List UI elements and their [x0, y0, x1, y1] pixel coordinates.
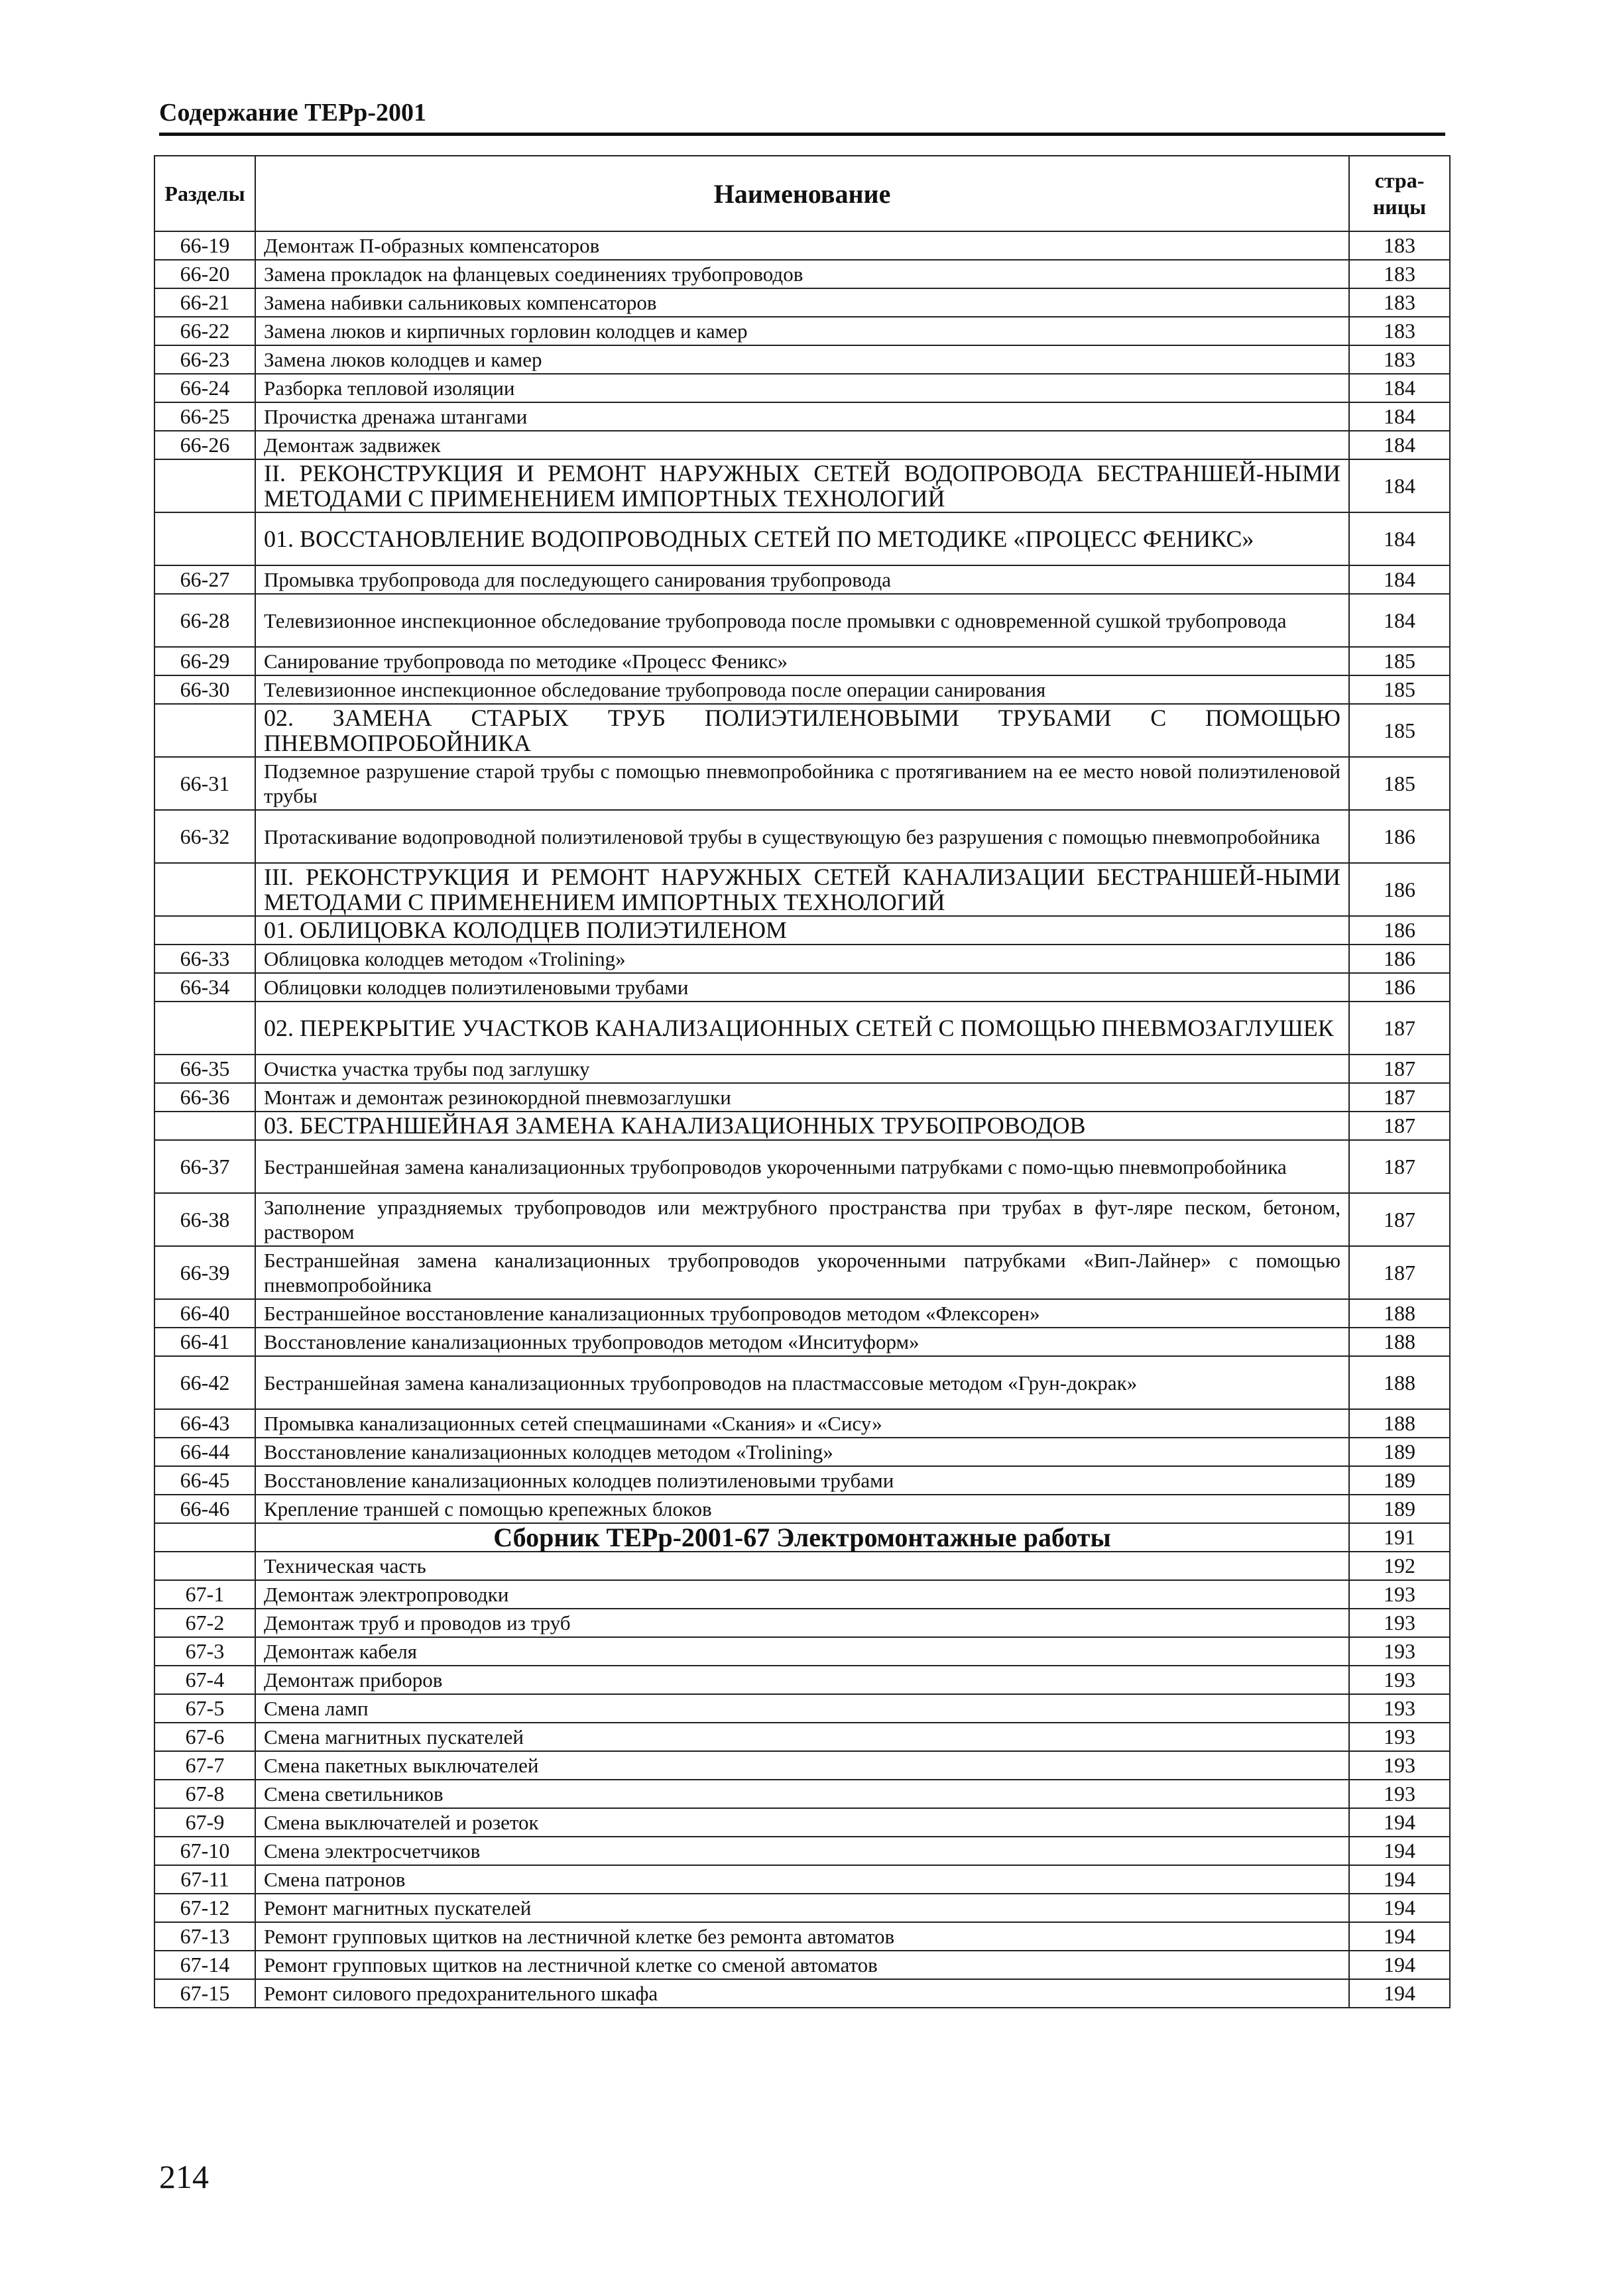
- table-row: [154, 1466, 1450, 1495]
- section-name-cell: Восстановление канализационных колодцев методом «Trolining»: [255, 1438, 1349, 1466]
- page-number-cell: 184: [1349, 512, 1450, 565]
- section-name-cell: Промывка трубопровода для последующего санирования трубопровода: [255, 565, 1349, 594]
- section-code-cell: [154, 863, 255, 916]
- section-name-cell: Смена ламп: [255, 1694, 1349, 1723]
- page-number-cell: 189: [1349, 1495, 1450, 1523]
- contents-table: [154, 155, 1451, 2008]
- section-code-cell: 66-41: [154, 1328, 255, 1356]
- section-name-cell: Техническая часть: [255, 1552, 1349, 1580]
- page-number-cell: 184: [1349, 431, 1450, 459]
- section-code-cell: 67-8: [154, 1780, 255, 1808]
- table-row: [154, 1112, 1450, 1140]
- table-row: [154, 1328, 1450, 1356]
- page-number-cell: 184: [1349, 459, 1450, 512]
- section-code-cell: 66-28: [154, 594, 255, 647]
- section-name-cell: 03. БЕСТРАНШЕЙНАЯ ЗАМЕНА КАНАЛИЗАЦИОННЫХ ТРУБОПРОВОДОВ: [255, 1112, 1349, 1140]
- section-code-cell: 67-9: [154, 1808, 255, 1837]
- page-number-cell: 187: [1349, 1083, 1450, 1112]
- section-code-cell: 67-7: [154, 1751, 255, 1780]
- section-code-cell: 67-12: [154, 1894, 255, 1922]
- page-number-cell: 183: [1349, 345, 1450, 374]
- section-name-cell: Демонтаж П-образных компенсаторов: [255, 231, 1349, 260]
- table-row: [154, 1246, 1450, 1299]
- page-header-title: Содержание ТЕРр-2001: [159, 99, 426, 127]
- section-code-cell: 66-20: [154, 260, 255, 288]
- section-name-cell: Сборник ТЕРр-2001-67 Электромонтажные работы: [255, 1523, 1349, 1552]
- section-code-cell: 67-2: [154, 1609, 255, 1637]
- table-row: [154, 1865, 1450, 1894]
- section-name-cell: Крепление траншей с помощью крепежных блоков: [255, 1495, 1349, 1523]
- section-code-cell: 67-10: [154, 1837, 255, 1865]
- table-row: [154, 973, 1450, 1002]
- table-row: [154, 863, 1450, 916]
- table-row: [154, 374, 1450, 402]
- section-code-cell: [154, 916, 255, 945]
- section-code-cell: 66-29: [154, 647, 255, 675]
- section-code-cell: 66-36: [154, 1083, 255, 1112]
- page-number-cell: 194: [1349, 1979, 1450, 2008]
- table-row: [154, 1002, 1450, 1055]
- table-row: [154, 1951, 1450, 1979]
- page-number-cell: 188: [1349, 1328, 1450, 1356]
- page-number-cell: 187: [1349, 1246, 1450, 1299]
- section-code-cell: [154, 1552, 255, 1580]
- section-code-cell: 66-40: [154, 1299, 255, 1328]
- section-name-cell: Демонтаж электропроводки: [255, 1580, 1349, 1609]
- section-code-cell: 66-23: [154, 345, 255, 374]
- section-name-cell: Протаскивание водопроводной полиэтиленовой трубы в существующую без разрушения с помощью пневмопробойника: [255, 810, 1349, 863]
- table-row: [154, 1922, 1450, 1951]
- section-name-cell: Телевизионное инспекционное обследование трубопровода после промывки с одновременной сушкой трубопровода: [255, 594, 1349, 647]
- page-number-cell: 186: [1349, 863, 1450, 916]
- section-code-cell: 66-32: [154, 810, 255, 863]
- table-row: [154, 459, 1450, 512]
- page-number-cell: 193: [1349, 1694, 1450, 1723]
- table-row: [154, 565, 1450, 594]
- column-header-sections: Разделы: [154, 156, 255, 231]
- section-name-cell: Смена выключателей и розеток: [255, 1808, 1349, 1837]
- table-row: [154, 1637, 1450, 1666]
- table-row: [154, 1523, 1450, 1552]
- table-row: [154, 1808, 1450, 1837]
- section-code-cell: 66-38: [154, 1193, 255, 1246]
- page-number-cell: 184: [1349, 594, 1450, 647]
- section-code-cell: 67-5: [154, 1694, 255, 1723]
- section-name-cell: Подземное разрушение старой трубы с помощью пневмопробойника с протягиванием на ее место новой полиэтиленовой трубы: [255, 757, 1349, 810]
- section-code-cell: 67-11: [154, 1865, 255, 1894]
- page-number-cell: 186: [1349, 945, 1450, 973]
- table-row: [154, 916, 1450, 945]
- contents-table-body: [154, 231, 1450, 2008]
- section-name-cell: Смена светильников: [255, 1780, 1349, 1808]
- table-row: [154, 1140, 1450, 1193]
- page-number-cell: 192: [1349, 1552, 1450, 1580]
- section-name-cell: Очистка участка трубы под заглушку: [255, 1055, 1349, 1083]
- page-number-cell: 187: [1349, 1055, 1450, 1083]
- section-name-cell: Восстановление канализационных колодцев полиэтиленовыми трубами: [255, 1466, 1349, 1495]
- page-number-cell: 185: [1349, 704, 1450, 757]
- table-row: [154, 647, 1450, 675]
- table-row: [154, 431, 1450, 459]
- section-name-cell: 01. ВОССТАНОВЛЕНИЕ ВОДОПРОВОДНЫХ СЕТЕЙ ПО МЕТОДИКЕ «ПРОЦЕСС ФЕНИКС»: [255, 512, 1349, 565]
- table-row: [154, 757, 1450, 810]
- page-number-cell: 191: [1349, 1523, 1450, 1552]
- section-code-cell: 66-37: [154, 1140, 255, 1193]
- section-code-cell: 66-44: [154, 1438, 255, 1466]
- table-row: [154, 810, 1450, 863]
- table-row: [154, 1193, 1450, 1246]
- section-code-cell: 67-1: [154, 1580, 255, 1609]
- table-row: [154, 1894, 1450, 1922]
- table-row: [154, 1723, 1450, 1751]
- page-number-cell: 186: [1349, 810, 1450, 863]
- section-code-cell: 67-4: [154, 1666, 255, 1694]
- section-name-cell: Заполнение упраздняемых трубопроводов или межтрубного пространства при трубах в фут-ляре песком, бетоном, раствором: [255, 1193, 1349, 1246]
- table-row: [154, 1609, 1450, 1637]
- table-row: [154, 1055, 1450, 1083]
- column-header-pages: стра- ницы: [1349, 156, 1450, 231]
- section-name-cell: Восстановление канализационных трубопроводов методом «Инситуформ»: [255, 1328, 1349, 1356]
- section-code-cell: 66-43: [154, 1409, 255, 1438]
- page-number-cell: 194: [1349, 1894, 1450, 1922]
- section-code-cell: [154, 512, 255, 565]
- page-number-cell: 185: [1349, 647, 1450, 675]
- section-name-cell: Бестраншейная замена канализационных трубопроводов на пластмассовые методом «Грун-докрак»: [255, 1356, 1349, 1409]
- page-number-cell: 184: [1349, 565, 1450, 594]
- table-row: [154, 1666, 1450, 1694]
- section-name-cell: Замена прокладок на фланцевых соединениях трубопроводов: [255, 260, 1349, 288]
- section-name-cell: Ремонт групповых щитков на лестничной клетке без ремонта автоматов: [255, 1922, 1349, 1951]
- section-name-cell: Бестраншейная замена канализационных трубопроводов укороченными патрубками «Вип-Лайнер» с помощью пневмопробойника: [255, 1246, 1349, 1299]
- section-name-cell: Промывка канализационных сетей спецмашинами «Скания» и «Сису»: [255, 1409, 1349, 1438]
- table-row: [154, 1438, 1450, 1466]
- section-code-cell: [154, 1112, 255, 1140]
- section-code-cell: 66-27: [154, 565, 255, 594]
- section-code-cell: 66-46: [154, 1495, 255, 1523]
- section-name-cell: Бестраншейное восстановление канализационных трубопроводов методом «Флексорен»: [255, 1299, 1349, 1328]
- section-name-cell: Ремонт магнитных пускателей: [255, 1894, 1349, 1922]
- page-number-cell: 193: [1349, 1666, 1450, 1694]
- section-code-cell: 66-30: [154, 675, 255, 704]
- section-name-cell: Демонтаж задвижек: [255, 431, 1349, 459]
- table-row: [154, 945, 1450, 973]
- page-number-cell: 183: [1349, 288, 1450, 317]
- page-number-cell: 188: [1349, 1409, 1450, 1438]
- page-number-cell: 187: [1349, 1140, 1450, 1193]
- table-header-row: [154, 156, 1450, 231]
- table-row: [154, 1356, 1450, 1409]
- section-code-cell: 67-6: [154, 1723, 255, 1751]
- table-row: [154, 704, 1450, 757]
- page-number-cell: 193: [1349, 1723, 1450, 1751]
- section-code-cell: [154, 704, 255, 757]
- table-row: [154, 675, 1450, 704]
- page-number-cell: 193: [1349, 1609, 1450, 1637]
- section-name-cell: Монтаж и демонтаж резинокордной пневмозаглушки: [255, 1083, 1349, 1112]
- section-name-cell: III. РЕКОНСТРУКЦИЯ И РЕМОНТ НАРУЖНЫХ СЕТЕЙ КАНАЛИЗАЦИИ БЕСТРАНШЕЙ-НЫМИ МЕТОДАМИ С ПРИМЕНЕНИЕМ ИМПОРТНЫХ ТЕХНОЛОГИЙ: [255, 863, 1349, 916]
- section-name-cell: 01. ОБЛИЦОВКА КОЛОДЦЕВ ПОЛИЭТИЛЕНОМ: [255, 916, 1349, 945]
- section-name-cell: Смена патронов: [255, 1865, 1349, 1894]
- table-row: [154, 1552, 1450, 1580]
- section-code-cell: 66-26: [154, 431, 255, 459]
- section-name-cell: Демонтаж труб и проводов из труб: [255, 1609, 1349, 1637]
- section-code-cell: 66-45: [154, 1466, 255, 1495]
- page-number-cell: 194: [1349, 1808, 1450, 1837]
- table-row: [154, 1780, 1450, 1808]
- page-number-cell: 194: [1349, 1922, 1450, 1951]
- page-number-cell: 187: [1349, 1002, 1450, 1055]
- table-row: [154, 1979, 1450, 2008]
- section-code-cell: 66-39: [154, 1246, 255, 1299]
- section-code-cell: 66-25: [154, 402, 255, 431]
- table-row: [154, 402, 1450, 431]
- table-row: [154, 1083, 1450, 1112]
- section-name-cell: Демонтаж приборов: [255, 1666, 1349, 1694]
- page-number-cell: 194: [1349, 1951, 1450, 1979]
- table-row: [154, 1837, 1450, 1865]
- section-name-cell: Облицовки колодцев полиэтиленовыми трубами: [255, 973, 1349, 1002]
- section-name-cell: Ремонт силового предохранительного шкафа: [255, 1979, 1349, 2008]
- table-row: [154, 1580, 1450, 1609]
- page-number-cell: 185: [1349, 757, 1450, 810]
- section-name-cell: Замена люков и кирпичных горловин колодцев и камер: [255, 317, 1349, 345]
- page-number-cell: 188: [1349, 1356, 1450, 1409]
- section-name-cell: Облицовка колодцев методом «Trolining»: [255, 945, 1349, 973]
- section-code-cell: 66-33: [154, 945, 255, 973]
- page-number-cell: 183: [1349, 317, 1450, 345]
- section-name-cell: Смена магнитных пускателей: [255, 1723, 1349, 1751]
- table-row: [154, 260, 1450, 288]
- section-code-cell: 67-3: [154, 1637, 255, 1666]
- page-number-cell: 194: [1349, 1865, 1450, 1894]
- section-code-cell: 66-42: [154, 1356, 255, 1409]
- table-row: [154, 594, 1450, 647]
- table-row: [154, 1409, 1450, 1438]
- section-code-cell: 66-31: [154, 757, 255, 810]
- section-code-cell: 67-15: [154, 1979, 255, 2008]
- section-name-cell: 02. ЗАМЕНА СТАРЫХ ТРУБ ПОЛИЭТИЛЕНОВЫМИ ТРУБАМИ С ПОМОЩЬЮ ПНЕВМОПРОБОЙНИКА: [255, 704, 1349, 757]
- section-name-cell: Замена люков колодцев и камер: [255, 345, 1349, 374]
- section-name-cell: Замена набивки сальниковых компенсаторов: [255, 288, 1349, 317]
- section-name-cell: Демонтаж кабеля: [255, 1637, 1349, 1666]
- section-name-cell: Смена пакетных выключателей: [255, 1751, 1349, 1780]
- section-code-cell: [154, 1523, 255, 1552]
- page-number-cell: 187: [1349, 1112, 1450, 1140]
- table-row: [154, 288, 1450, 317]
- page-number-cell: 189: [1349, 1466, 1450, 1495]
- section-code-cell: [154, 1002, 255, 1055]
- header-rule: [159, 133, 1445, 136]
- page-number-cell: 193: [1349, 1780, 1450, 1808]
- page-number-cell: 184: [1349, 374, 1450, 402]
- page-number: 214: [159, 2158, 209, 2195]
- table-row: [154, 317, 1450, 345]
- page-number-cell: 187: [1349, 1193, 1450, 1246]
- section-name-cell: Смена электросчетчиков: [255, 1837, 1349, 1865]
- table-row: [154, 512, 1450, 565]
- section-code-cell: 66-22: [154, 317, 255, 345]
- section-name-cell: Прочистка дренажа штангами: [255, 402, 1349, 431]
- section-code-cell: 66-21: [154, 288, 255, 317]
- page-number-cell: 194: [1349, 1837, 1450, 1865]
- table-row: [154, 1751, 1450, 1780]
- section-code-cell: 66-34: [154, 973, 255, 1002]
- section-code-cell: 66-24: [154, 374, 255, 402]
- page-number-cell: 186: [1349, 973, 1450, 1002]
- section-code-cell: 66-35: [154, 1055, 255, 1083]
- section-name-cell: II. РЕКОНСТРУКЦИЯ И РЕМОНТ НАРУЖНЫХ СЕТЕЙ ВОДОПРОВОДА БЕСТРАНШЕЙ-НЫМИ МЕТОДАМИ С ПРИМЕНЕНИЕМ ИМПОРТНЫХ ТЕХНОЛОГИЙ: [255, 459, 1349, 512]
- section-name-cell: Разборка тепловой изоляции: [255, 374, 1349, 402]
- page-number-cell: 183: [1349, 260, 1450, 288]
- page-number-cell: 184: [1349, 402, 1450, 431]
- page-number-cell: 189: [1349, 1438, 1450, 1466]
- column-header-name: Наименование: [255, 156, 1349, 231]
- page-number-cell: 193: [1349, 1580, 1450, 1609]
- section-code-cell: [154, 459, 255, 512]
- section-code-cell: 66-19: [154, 231, 255, 260]
- page-number-cell: 183: [1349, 231, 1450, 260]
- section-name-cell: Санирование трубопровода по методике «Процесс Феникс»: [255, 647, 1349, 675]
- table-row: [154, 1299, 1450, 1328]
- table-row: [154, 345, 1450, 374]
- table-row: [154, 1694, 1450, 1723]
- page-number-cell: 188: [1349, 1299, 1450, 1328]
- page-number-cell: 193: [1349, 1751, 1450, 1780]
- table-row: [154, 1495, 1450, 1523]
- section-name-cell: Бестраншейная замена канализационных трубопроводов укороченными патрубками с помо-щью пневмопробойника: [255, 1140, 1349, 1193]
- table-row: [154, 231, 1450, 260]
- page-number-cell: 185: [1349, 675, 1450, 704]
- section-code-cell: 67-13: [154, 1922, 255, 1951]
- section-name-cell: Ремонт групповых щитков на лестничной клетке со сменой автоматов: [255, 1951, 1349, 1979]
- page-number-cell: 186: [1349, 916, 1450, 945]
- section-name-cell: 02. ПЕРЕКРЫТИЕ УЧАСТКОВ КАНАЛИЗАЦИОННЫХ СЕТЕЙ С ПОМОЩЬЮ ПНЕВМОЗАГЛУШЕК: [255, 1002, 1349, 1055]
- page-number-cell: 193: [1349, 1637, 1450, 1666]
- section-name-cell: Телевизионное инспекционное обследование трубопровода после операции санирования: [255, 675, 1349, 704]
- section-code-cell: 67-14: [154, 1951, 255, 1979]
